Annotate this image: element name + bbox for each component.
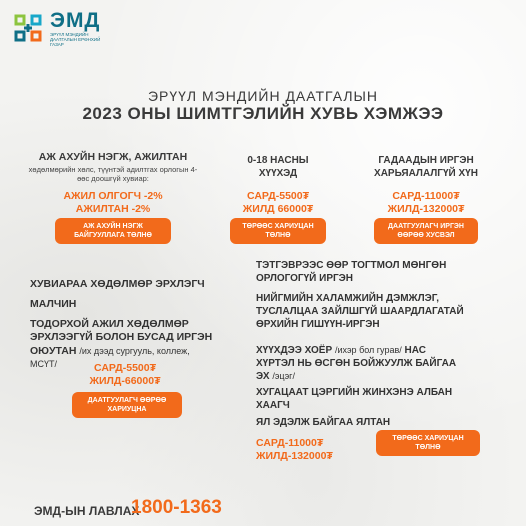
lower-right-pay-button[interactable]: ТӨРӨӨС ХАРИУЦАН ТӨЛНӨ bbox=[376, 430, 480, 456]
hotline-number[interactable]: 1800-1363 bbox=[131, 497, 222, 518]
hotline-label: ЭМД-ЫН ЛАВЛАХ bbox=[34, 504, 140, 518]
col3-pay-button[interactable]: ДААТГУУЛАГЧ ИРГЭН ӨӨРӨӨ ХУСВЭЛ bbox=[374, 218, 478, 244]
student-label-bold: ОЮУТАН bbox=[30, 345, 77, 357]
twin-parent-bold2: НАС bbox=[404, 345, 426, 356]
twin-parent-detail1: /ихэр бол гурав/ bbox=[334, 345, 402, 355]
disabled-line1: НИЙГМИЙН ХАЛАМЖИЙН ДЭМЖЛЭГ, bbox=[256, 293, 440, 304]
col3-heading-line2: ХАРЬЯАЛАЛГҮЙ ХҮН bbox=[374, 168, 478, 179]
col1-heading: АЖ АХУЙН НЭГЖ, АЖИЛТАН bbox=[38, 151, 188, 163]
twin-parent-line1 bbox=[256, 344, 506, 357]
logo-subtitle: ЭРҮҮЛ МЭНДИЙН ДААТГАЛЫН ЕРӨНХИЙ ГАЗАР bbox=[50, 32, 101, 47]
col1-description: хөдөлмөрийн хөлс, түүнтэй адилтгах орлогын 4-өөс доошгүй хувиар: bbox=[28, 165, 198, 183]
military-line2: ХААГЧ bbox=[256, 400, 290, 411]
military-line1: ХУГАЦААТ ЦЭРГИЙН ЖИНХЭНЭ АЛБАН bbox=[256, 387, 453, 398]
col2-heading-line1: 0-18 НАСНЫ bbox=[247, 155, 309, 166]
col2-heading-line2: ХҮҮХЭД bbox=[258, 168, 298, 179]
col1-rate2: АЖИЛТАН -2% bbox=[75, 203, 151, 215]
page-title-line2: 2023 ОНЫ ШИМТГЭЛИЙН ХУВЬ ХЭМЖЭЭ bbox=[82, 104, 444, 123]
twin-parent-line3 bbox=[256, 370, 506, 383]
col2-rate2: ЖИЛД 66000₮ bbox=[242, 203, 314, 215]
col3-rate2: ЖИЛД-132000₮ bbox=[387, 203, 465, 215]
page-title-line1: ЭРҮҮЛ МЭНДИЙН ДААТГАЛЫН bbox=[147, 88, 379, 104]
prisoner-line: ЯЛ ЭДЭЛЖ БАЙГАА ЯЛТАН bbox=[256, 417, 391, 428]
student-label bbox=[30, 345, 235, 358]
col2-rate1: САРД-5500₮ bbox=[247, 190, 309, 202]
student-label-detail: /их дээд сургууль, коллеж, bbox=[79, 346, 190, 356]
lower-left-rate2: ЖИЛД-66000₮ bbox=[89, 375, 161, 387]
unemployed-label-line1: ТОДОРХОЙ АЖИЛ ХӨДӨЛМӨР bbox=[30, 318, 189, 330]
twin-parent-bold1: ХҮҮХДЭЭ ХОЁР bbox=[256, 345, 333, 356]
disabled-line3: ӨРХИЙН ГИШҮҮН-ИРГЭН bbox=[256, 319, 380, 330]
disabled-line2: ТУСЛАЛЦАА ЗАЙЛШГҮЙ ШААРДЛАГАТАЙ bbox=[256, 306, 464, 317]
lower-left-pay-button[interactable]: ДААТГУУЛАГЧ ӨӨРӨӨ ХАРИУЦНА bbox=[72, 392, 182, 418]
student-label-detail2: МСҮТ/ bbox=[30, 359, 57, 369]
emd-logo-icon bbox=[10, 10, 46, 46]
col1-rate1: АЖИЛ ОЛГОГЧ -2% bbox=[63, 190, 163, 202]
unemployed-label-line2: ЭРХЛЭЭГҮЙ БОЛОН БУСАД ИРГЭН bbox=[30, 331, 213, 343]
pension-line1: ТЭТГЭВРЭЭС ӨӨР ТОГТМОЛ МӨНГӨН bbox=[256, 260, 447, 271]
twin-parent-line2: ХҮРТЭЛ НЬ ӨСГӨН БОЙЖУУЛЖ БАЙГАА bbox=[256, 358, 457, 369]
herder-label: МАЛЧИН bbox=[30, 298, 77, 310]
lower-left-rate1: САРД-5500₮ bbox=[94, 362, 156, 374]
twin-parent-bold3: ЭХ bbox=[256, 371, 270, 382]
col2-pay-button[interactable]: ТӨРӨӨС ХАРИУЦАН ТӨЛНӨ bbox=[230, 218, 326, 244]
logo-title: ЭМД bbox=[50, 9, 101, 32]
self-employed-label: ХУВИАРАА ХӨДӨЛМӨР ЭРХЛЭГЧ bbox=[30, 278, 205, 290]
col3-heading-line1: ГАДААДЫН ИРГЭН bbox=[378, 155, 474, 166]
pension-line2: ОРЛОГОГҮЙ ИРГЭН bbox=[256, 273, 353, 284]
twin-parent-detail2: /эцэг/ bbox=[272, 371, 295, 381]
lower-right-rate1: САРД-11000₮ bbox=[256, 437, 324, 449]
lower-right-rate2: ЖИЛД-132000₮ bbox=[256, 450, 333, 462]
col3-rate1: САРД-11000₮ bbox=[392, 190, 460, 202]
col1-pay-button[interactable]: АЖ АХУЙН НЭГЖ БАЙГУУЛЛАГА ТӨЛНӨ bbox=[55, 218, 171, 244]
